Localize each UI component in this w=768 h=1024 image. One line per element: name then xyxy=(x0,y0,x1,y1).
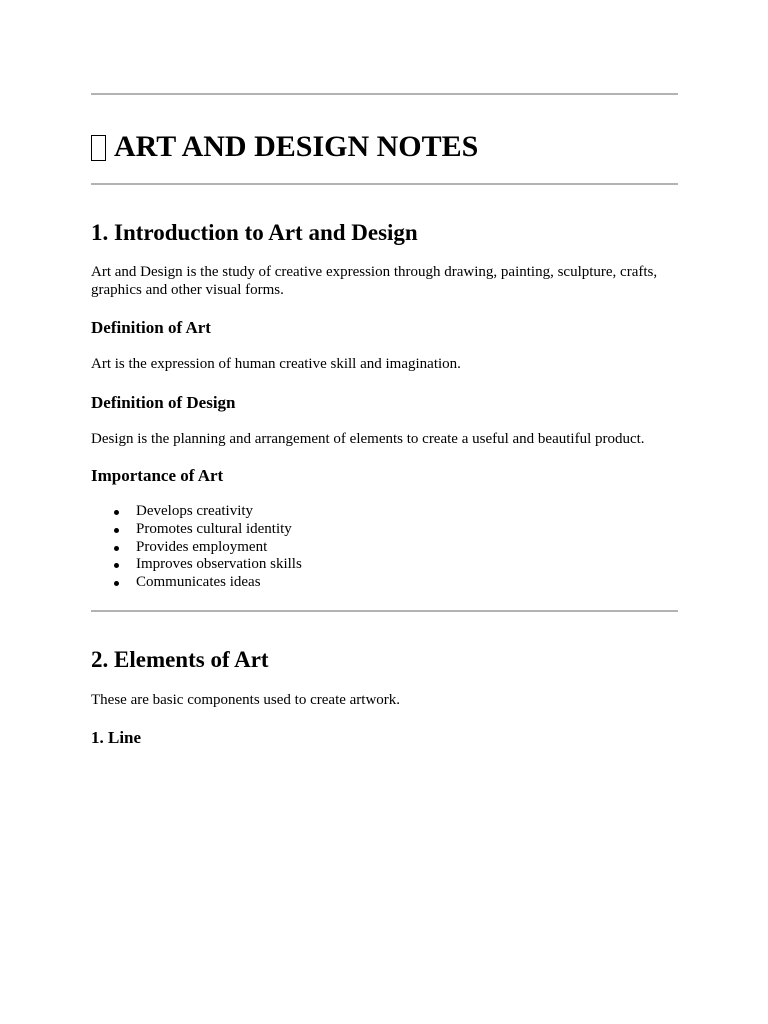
definition-of-design-text: Design is the planning and arrangement of elements to create a useful and beautiful product. xyxy=(91,431,645,447)
bullet-icon xyxy=(114,581,119,586)
subheading-line: 1. Line xyxy=(91,728,142,747)
bullet-icon xyxy=(114,510,119,515)
bullet-icon xyxy=(114,546,119,551)
list-item: Communicates ideas xyxy=(91,574,302,592)
subheading-importance-of-art: Importance of Art xyxy=(91,466,224,485)
list-item: Provides employment xyxy=(91,539,302,557)
list-item: Promotes cultural identity xyxy=(91,521,302,539)
subheading-definition-of-art: Definition of Art xyxy=(91,318,211,337)
bullet-icon xyxy=(114,563,119,568)
top-divider xyxy=(91,93,678,95)
section-heading-introduction: 1. Introduction to Art and Design xyxy=(91,220,418,245)
document-title xyxy=(91,128,478,166)
importance-of-art-list xyxy=(91,503,302,592)
elements-of-art-intro: These are basic components used to create artwork. xyxy=(91,692,401,708)
list-item: Develops creativity xyxy=(91,503,302,521)
missing-glyph-box-icon xyxy=(91,135,106,161)
introduction-paragraph: Art and Design is the study of creative expression through drawing, painting, sculpture, crafts, graphics and other visual forms. xyxy=(91,264,658,298)
section-heading-elements-of-art: 2. Elements of Art xyxy=(91,647,269,672)
list-item: Improves observation skills xyxy=(91,556,302,574)
subheading-definition-of-design: Definition of Design xyxy=(91,393,236,412)
section-divider xyxy=(91,610,678,612)
bullet-icon xyxy=(114,528,119,533)
document-title-text: ART AND DESIGN NOTES xyxy=(114,130,479,163)
title-divider xyxy=(91,183,678,185)
definition-of-art-text: Art is the expression of human creative skill and imagination. xyxy=(91,356,461,372)
